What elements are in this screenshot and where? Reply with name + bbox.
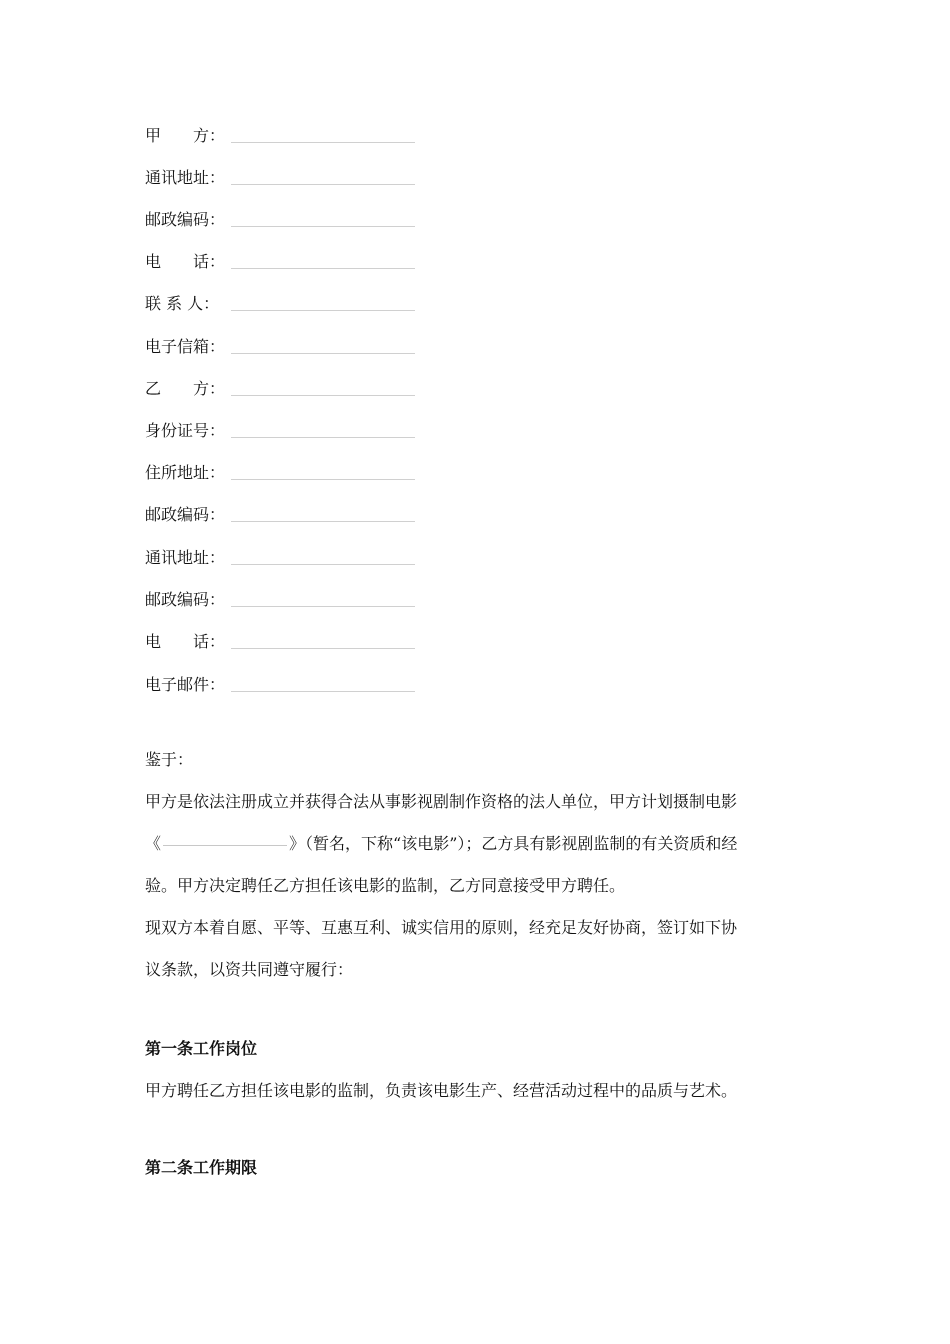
blank-line[interactable] [231, 648, 415, 649]
paragraph-1-line-1: 甲方是依法注册成立并获得合法从事影视剧制作资格的法人单位，甲方计划摄制电影 [145, 792, 738, 811]
field-label: 通讯地址： [145, 548, 226, 567]
field-label: 邮政编码： [145, 210, 226, 229]
field-party-a-postcode [145, 206, 415, 230]
blank-line[interactable] [231, 691, 415, 692]
field-label: 联 系 人： [145, 294, 220, 313]
field-label: 甲 方： [145, 126, 226, 145]
field-party-b-residence [145, 459, 415, 483]
paragraph-2-line-2: 议条款，以资共同遵守履行： [145, 960, 354, 979]
field-label: 电 话： [145, 632, 226, 651]
whereas-label: 鉴于： [145, 750, 194, 769]
film-title-blank[interactable] [163, 845, 287, 846]
blank-line[interactable] [231, 564, 415, 565]
blank-line[interactable] [231, 437, 415, 438]
field-party-b-postcode-2 [145, 586, 415, 610]
field-party-a-contact [145, 290, 415, 314]
field-label: 电子邮件： [145, 675, 226, 694]
field-label: 乙 方： [145, 379, 226, 398]
blank-line[interactable] [231, 521, 415, 522]
field-label: 住所地址： [145, 463, 226, 482]
paragraph-2-line-1: 现双方本着自愿、平等、互惠互利、诚实信用的原则，经充足友好协商，签订如下协 [145, 918, 738, 937]
field-label: 电 话： [145, 252, 226, 271]
blank-line[interactable] [231, 226, 415, 227]
field-label: 电子信箱： [145, 337, 226, 356]
blank-line[interactable] [231, 268, 415, 269]
article-2-title: 第二条工作期限 [145, 1158, 258, 1177]
field-label: 通讯地址： [145, 168, 226, 187]
field-label: 邮政编码： [145, 590, 226, 609]
blank-line[interactable] [231, 395, 415, 396]
field-party-b-email [145, 671, 415, 695]
paragraph-1-line-3: 验。甲方决定聘任乙方担任该电影的监制，乙方同意接受甲方聘任。 [145, 876, 626, 895]
blank-line[interactable] [231, 310, 415, 311]
field-party-b-phone [145, 628, 415, 652]
field-party-a-address [145, 164, 415, 188]
field-party-b [145, 375, 415, 399]
blank-line[interactable] [231, 142, 415, 143]
field-party-a [145, 122, 415, 146]
field-party-b-address [145, 544, 415, 568]
field-party-b-postcode [145, 501, 415, 525]
article-1-text: 甲方聘任乙方担任该电影的监制，负责该电影生产、经营活动过程中的品质与艺术。 [145, 1081, 738, 1100]
field-party-b-id [145, 417, 415, 441]
field-label: 身份证号： [145, 421, 226, 440]
blank-line[interactable] [231, 479, 415, 480]
field-party-a-phone [145, 248, 415, 272]
paragraph-1-line-2-text: 》（暂名，下称“该电影”）；乙方具有影视剧监制的有关资质和经 [289, 834, 738, 853]
blank-line[interactable] [231, 184, 415, 185]
blank-line[interactable] [231, 353, 415, 354]
blank-line[interactable] [231, 606, 415, 607]
article-1-title: 第一条工作岗位 [145, 1039, 258, 1058]
field-label: 邮政编码： [145, 505, 226, 524]
field-party-a-email [145, 333, 415, 357]
paragraph-1-line-2 [145, 834, 805, 854]
title-bracket-open: 《 [145, 834, 162, 853]
